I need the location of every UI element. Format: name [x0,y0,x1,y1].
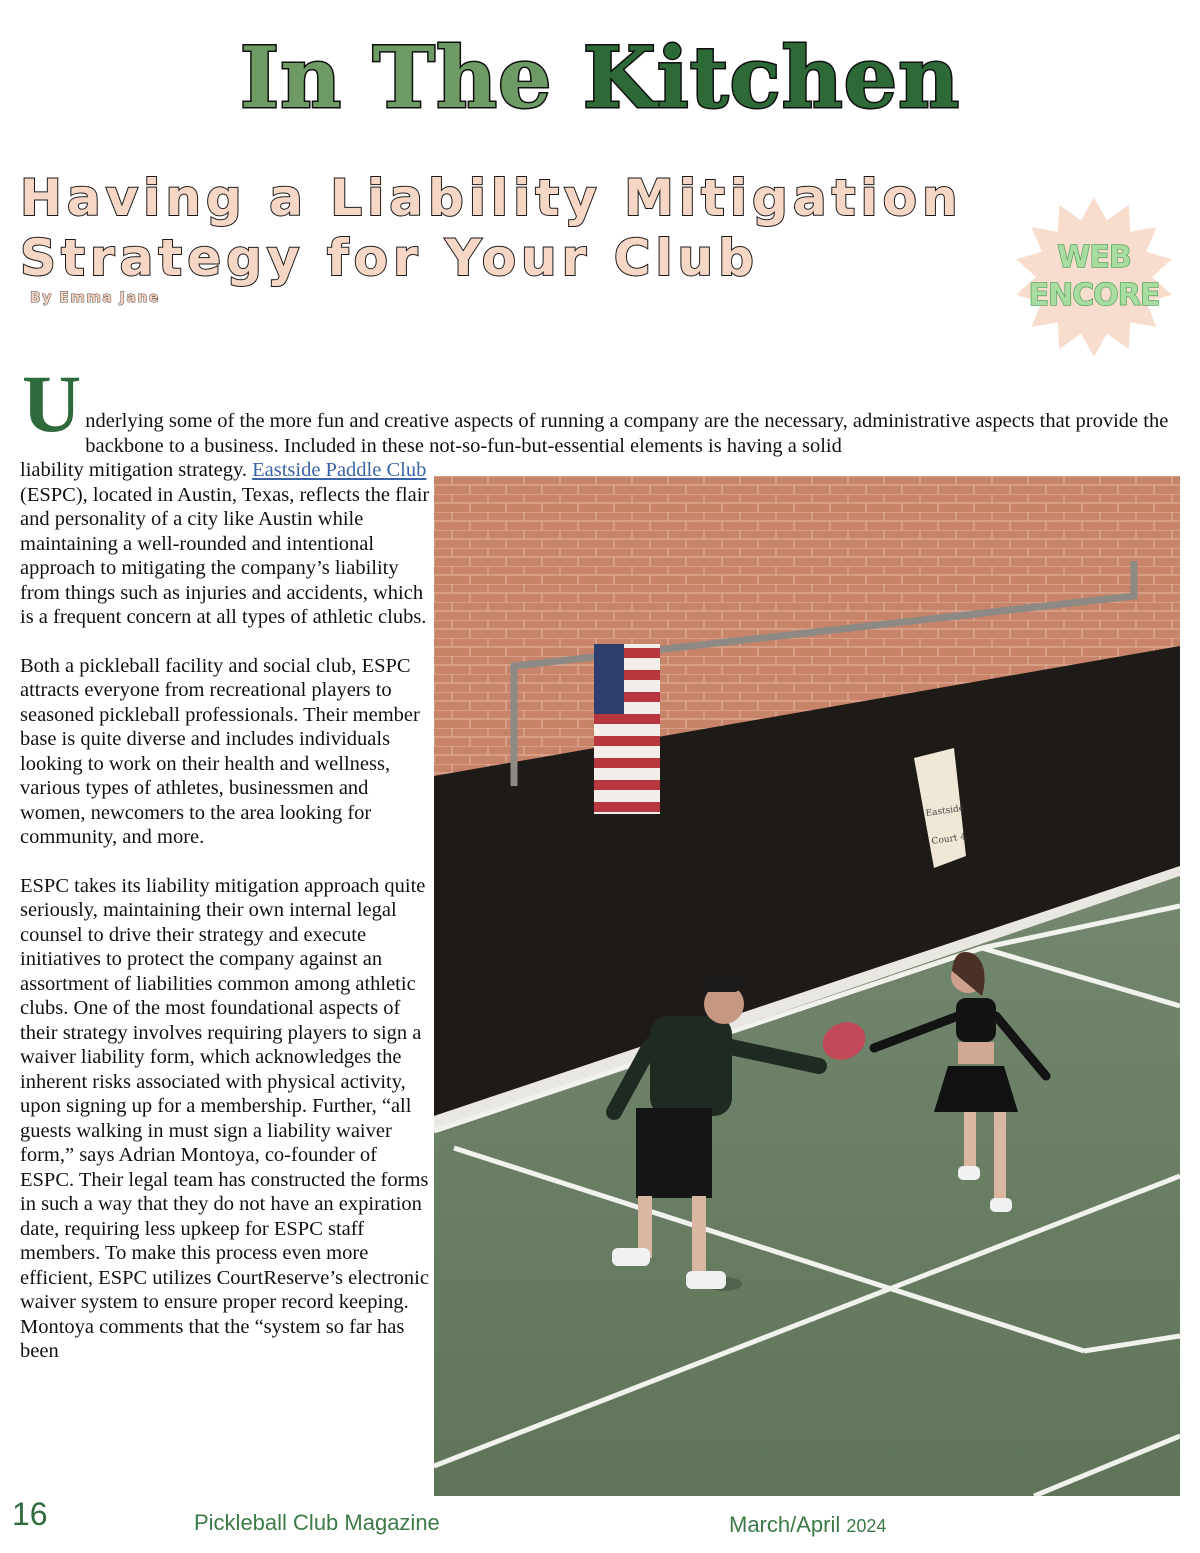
issue-year: 2024 [846,1516,887,1536]
paragraph-1-start: liability mitigation strategy. [20,459,253,481]
pickleball-players-photo [434,476,1180,1496]
web-encore-badge [1012,195,1176,359]
paragraph-2: Both a pickleball facility and social club, ESPC attracts everyone from recreational players to seasoned pickleball professionals. Their member base is quite diverse and includes individuals looking to work on their health and wellness, various types of athletes, businessmen and women, newcomers to the area looking for community, and more. [20,654,420,848]
sign-text-court: Court 4 [931,832,967,847]
badge-line-2: ENCORE [1028,278,1160,313]
eastside-paddle-club-link[interactable]: Eastside Paddle Club [252,459,427,481]
paragraph-3: ESPC takes its liability mitigation approach quite seriously, maintaining their own internal legal counsel to drive their strategy and execute initiatives to protect the company against an assortment of liabilities common among athletic clubs. One of the most foundational aspects of their strategy involves requiring players to sign a waiver liability form, which acknowledges the inherent risks associated with physical activity, upon signing up for a membership. Further, “all guests walking in must sign a liability waiver form,” says Adrian Montoya, co-founder of ESPC. Their legal team has constructed the forms in such a way that they do not have an expiration date, requiring less upkeep for ESPC staff members. To make this process even more efficient, ESPC utilizes CourtReserve’s electronic waiver system to ensure proper record keeping. Montoya comments that the “system so far has been [20,874,429,1362]
banner-part-2: Kitchen [582,28,961,127]
badge-line-1: WEB [1057,240,1131,275]
lead-paragraph [20,358,1170,458]
sign-text-eastside: Eastside [925,803,965,819]
section-banner [0,18,1200,138]
article-photo [434,476,1180,1496]
article-title: Having a Liability Mitigation Strategy for Your Club [20,169,963,287]
issue-date [729,1512,886,1538]
paragraph-1 [20,458,432,630]
issue-months: March/April [729,1512,847,1537]
article-column [20,458,432,1388]
paragraph-1-rest: (ESPC), located in Austin, Texas, reflects the flair and personality of a city like Austin while maintaining a well-rounded and intentional approach to mitigating the company’s liability from things such as injuries and accidents, which is a frequent concern at all types of athletic clubs. [20,483,430,628]
drop-cap: U [22,358,82,449]
magazine-name: Pickleball Club Magazine [194,1510,440,1535]
lead-text: nderlying some of the more fun and creative aspects of running a company are the necessary, administrative aspects that provide the backbone to a business. Included in these not-so-fun-but-essential elements is having a solid [85,410,1169,457]
article-byline: By Emma Jane [30,290,160,306]
banner-part-1: In The [239,28,583,127]
page-number: 16 [12,1496,48,1532]
